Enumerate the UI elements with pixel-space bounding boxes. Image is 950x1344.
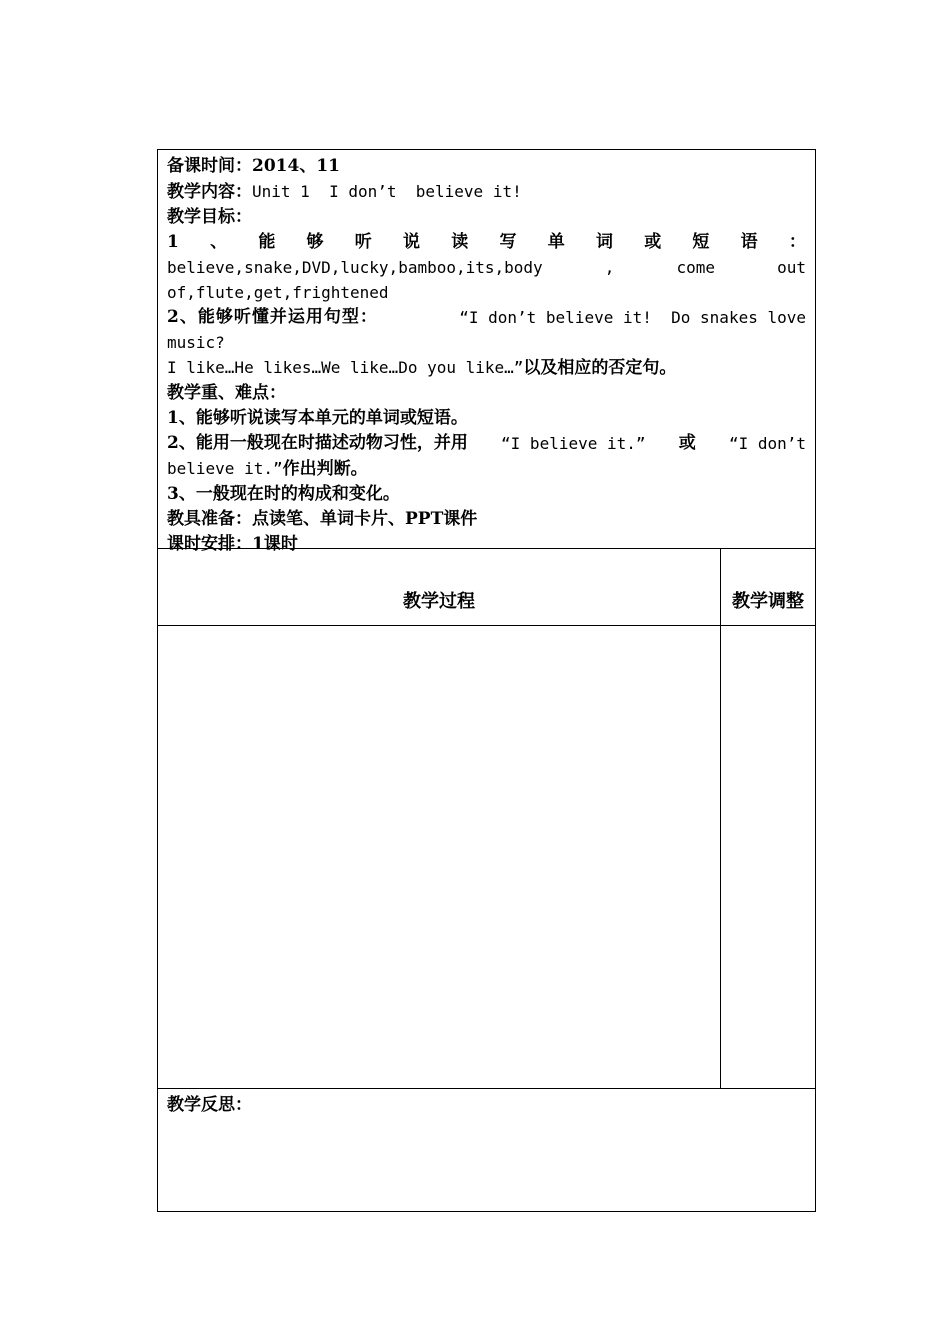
- materials-label: 教具准备：: [167, 509, 252, 529]
- prep-time-value: 2014、11: [252, 156, 340, 176]
- adjust-cell[interactable]: [721, 626, 815, 1089]
- goal1-words: believe,snake,DVD,lucky,bamboo,its,body: [167, 258, 543, 277]
- goal2-line2: music?: [167, 333, 225, 352]
- materials-row: [167, 507, 806, 532]
- goal1-words-line: [167, 255, 806, 280]
- goal1-line: [167, 230, 806, 255]
- content-label: 教学内容：: [167, 182, 252, 202]
- goal1-token: 或: [644, 232, 662, 252]
- goal1-token: 1: [167, 232, 179, 252]
- key2-en2: “I don’t: [728, 434, 806, 453]
- key2-mid: 或: [678, 433, 696, 453]
- lesson-plan-table: [157, 149, 816, 1212]
- key-point-1: 1、能够听说读写本单元的单词或短语。: [167, 408, 468, 428]
- goal1-token: 语: [740, 232, 758, 252]
- content-row: [167, 179, 806, 205]
- goal1-token: 够: [306, 232, 324, 252]
- goal1-token: 单: [547, 232, 565, 252]
- key-point-2-line2: [167, 456, 806, 482]
- goal1-comma: ,: [604, 258, 615, 277]
- goal1-token: 读: [451, 232, 469, 252]
- schedule-label: 课时安排：: [167, 534, 252, 554]
- goals-label: 教学目标：: [167, 207, 252, 227]
- content-value: Unit 1 I don’t believe it!: [252, 182, 522, 201]
- key2-line2-zh: 作出判断。: [282, 459, 368, 479]
- materials-value-b: PPT: [405, 509, 444, 529]
- process-header: 教学过程: [158, 549, 721, 626]
- goal1-token: 词: [595, 232, 613, 252]
- reflection-cell[interactable]: [158, 1089, 815, 1211]
- goal1-token: 短: [692, 232, 710, 252]
- goal2-line3: [167, 355, 806, 381]
- key-point-2: [167, 431, 806, 456]
- goal2-negative-note: 以及相应的否定句。: [523, 358, 677, 378]
- key2-line2-en: believe it.”: [167, 459, 283, 478]
- goal1-token: 说: [403, 232, 421, 252]
- goal1-token: ：: [788, 232, 806, 252]
- adjust-header: 教学调整: [721, 549, 815, 626]
- materials-value-c: 课件: [443, 509, 478, 529]
- goal1-token: 写: [499, 232, 517, 252]
- goal2-sentence: “I don’t believe it! Do snakes love: [459, 308, 806, 327]
- prep-time-row: [167, 154, 806, 179]
- process-cell[interactable]: [158, 626, 721, 1089]
- goal1-words-line2: of,flute,get,frightened: [167, 283, 389, 302]
- goal1-word-come: come: [676, 258, 716, 277]
- materials-value-a: 点读笔、单词卡片、: [252, 509, 405, 529]
- key-points-label: 教学重、难点：: [167, 383, 286, 403]
- lesson-info-cell: [158, 150, 815, 554]
- goal1-token: 、: [210, 232, 228, 252]
- schedule-value-b: 课时: [263, 534, 298, 554]
- reflection-label: 教学反思：: [167, 1095, 252, 1115]
- goal2-patterns: I like…He likes…We like…Do you like…”: [167, 358, 524, 377]
- key-point-3: 3、一般现在时的构成和变化。: [167, 484, 400, 504]
- goal1-word-out: out: [777, 258, 806, 277]
- prep-time-label: 备课时间：: [167, 156, 252, 176]
- schedule-value-a: 1: [252, 534, 264, 554]
- key2-en1: “I believe it.”: [501, 434, 646, 453]
- goal1-token: 听: [354, 232, 372, 252]
- goal2-line: [167, 305, 806, 330]
- goal2-prefix: 2、能够听懂并运用句型：: [167, 307, 378, 327]
- key2-prefix: 2、能用一般现在时描述动物习性，并用: [167, 433, 468, 453]
- goal1-token: 能: [258, 232, 276, 252]
